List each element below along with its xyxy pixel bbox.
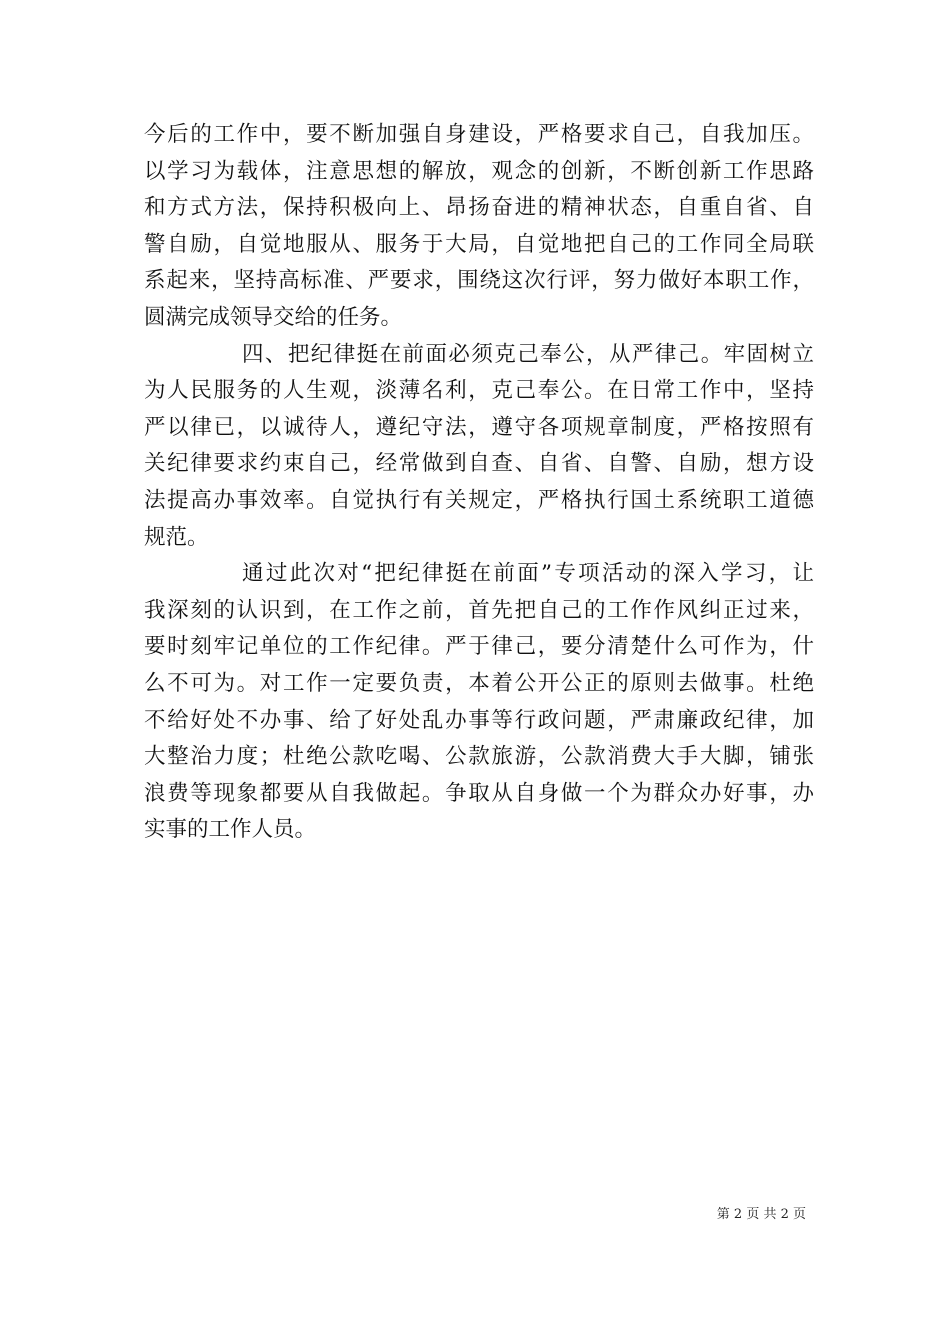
paragraph (144, 117, 814, 337)
text-line: 通过此次对“把纪律挺在前面”专项活动的深入学习，让 (242, 561, 814, 587)
text-line: 实事的工作人员。 (144, 817, 317, 843)
text-line: 警自励，自觉地服从、服务于大局，自觉地把自己的工作同全局联 (144, 231, 814, 257)
text-line: 四、把纪律挺在前面必须克己奉公，从严律己。牢固树立 (242, 341, 814, 367)
document-body (144, 117, 814, 849)
text-line: 我深刻的认识到，在工作之前，首先把自己的工作作风纠正过来， (144, 597, 814, 623)
text-line: 大整治力度；杜绝公款吃喝、公款旅游，公款消费大手大脚，铺张 (144, 744, 814, 770)
text-line: 么不可为。对工作一定要负责，本着公开公正的原则去做事。杜绝 (144, 670, 814, 696)
text-line: 为人民服务的人生观，淡薄名利，克己奉公。在日常工作中，坚持 (144, 378, 814, 404)
text-line: 今后的工作中，要不断加强自身建设，严格要求自己，自我加压。 (144, 122, 814, 147)
page-footer: 第 2 页 共 2 页 (716, 1207, 806, 1222)
paragraph (144, 556, 814, 849)
text-line: 和方式方法，保持积极向上、昂扬奋进的精神状态，自重自省、自 (144, 195, 814, 221)
text-line: 严以律已，以诚待人，遵纪守法，遵守各项规章制度，严格按照有 (144, 414, 814, 440)
text-line: 以学习为载体，注意思想的解放，观念的创新，不断创新工作思路 (144, 158, 814, 184)
text-line: 浪费等现象都要从自我做起。争取从自身做一个为群众办好事，办 (144, 780, 814, 806)
text-line: 规范。 (144, 524, 209, 550)
text-line: 关纪律要求约束自己，经常做到自查、自省、自警、自励，想方设 (144, 451, 814, 477)
text-line: 不给好处不办事、给了好处乱办事等行政问题，严肃廉政纪律，加 (144, 707, 814, 733)
text-line: 系起来，坚持高标准、严要求，围绕这次行评，努力做好本职工作， (144, 268, 814, 294)
text-line: 圆满完成领导交给的任务。 (144, 304, 403, 330)
paragraph (144, 337, 814, 557)
text-line: 要时刻牢记单位的工作纪律。严于律己，要分清楚什么可作为，什 (144, 634, 814, 660)
text-line: 法提高办事效率。自觉执行有关规定，严格执行国土系统职工道德 (144, 487, 814, 513)
